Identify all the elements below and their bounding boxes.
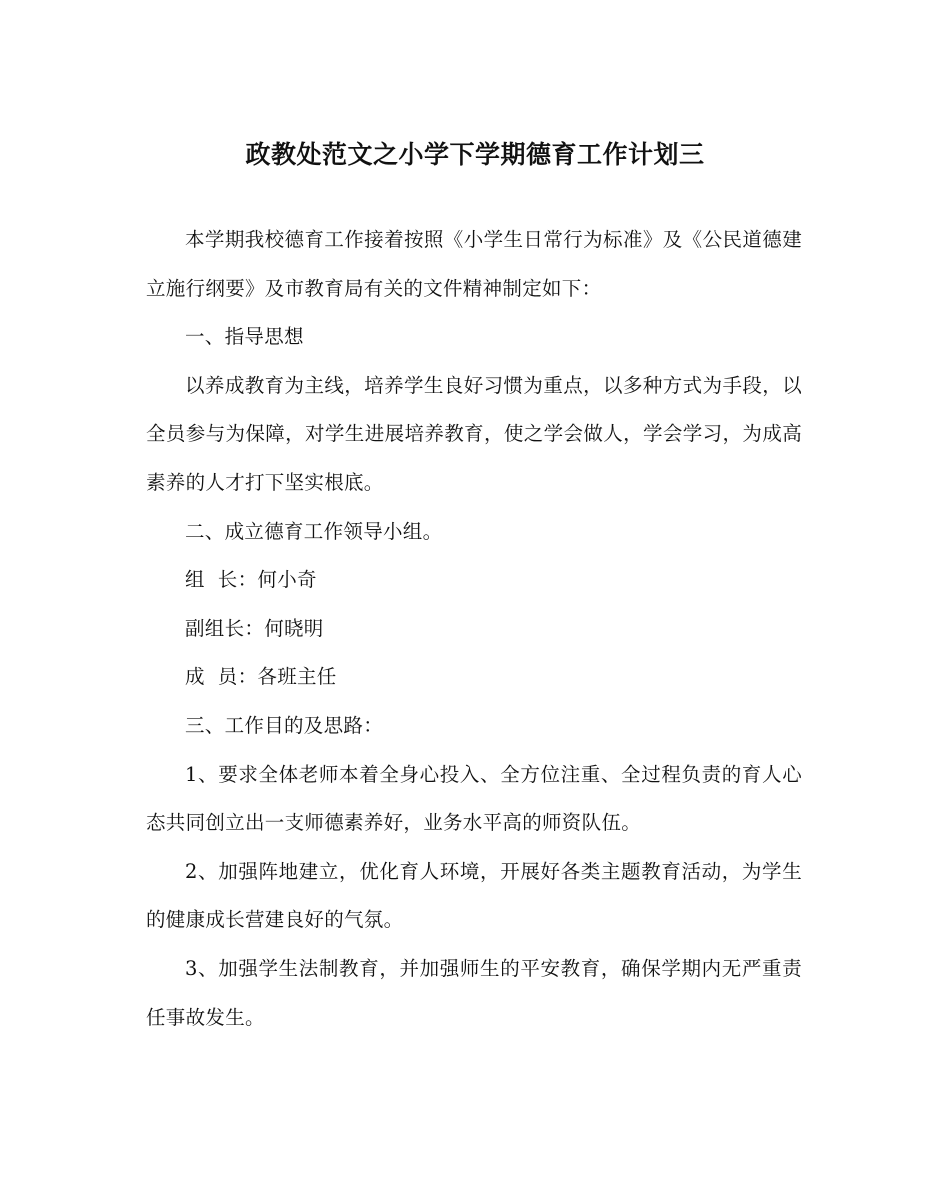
intro-paragraph: 本学期我校德育工作接着按照《小学生日常行为标准》及《公民道德建立施行纲要》及市教育局有关的文件精神制定如下： [146, 228, 802, 300]
guiding-thought-paragraph: 以养成教育为主线，培养学生良好习惯为重点，以多种方式为手段，以全员参与为保障，对学生进展培养教育，使之学会做人，学会学习，为成高素养的人才打下坚实根底。 [146, 373, 802, 494]
goal-item-3: 3、加强学生法制教育，并加强师生的平安教育，确保学期内无严重责任事故发生。 [146, 956, 802, 1029]
section-heading-leadership-group: 二、成立德育工作领导小组。 [185, 519, 443, 543]
document-title: 政教处范文之小学下学期德育工作计划三 [245, 140, 705, 169]
goal-item-1: 1、要求全体老师本着全身心投入、全方位注重、全过程负责的育人心态共同创立出一支师德素养好，业务水平高的师资队伍。 [146, 762, 802, 835]
section-heading-guiding-thought: 一、指导思想 [185, 325, 304, 349]
goal-item-2: 2、加强阵地建立，优化育人环境，开展好各类主题教育活动，为学生的健康成长营建良好的气氛。 [146, 859, 802, 932]
members-line: 成 员：各班主任 [185, 665, 337, 689]
group-leader-line: 组 长：何小奇 [185, 568, 317, 592]
section-heading-goals: 三、工作目的及思路： [185, 713, 384, 737]
deputy-leader-line: 副组长：何晓明 [185, 616, 324, 640]
document-body [146, 216, 802, 1042]
